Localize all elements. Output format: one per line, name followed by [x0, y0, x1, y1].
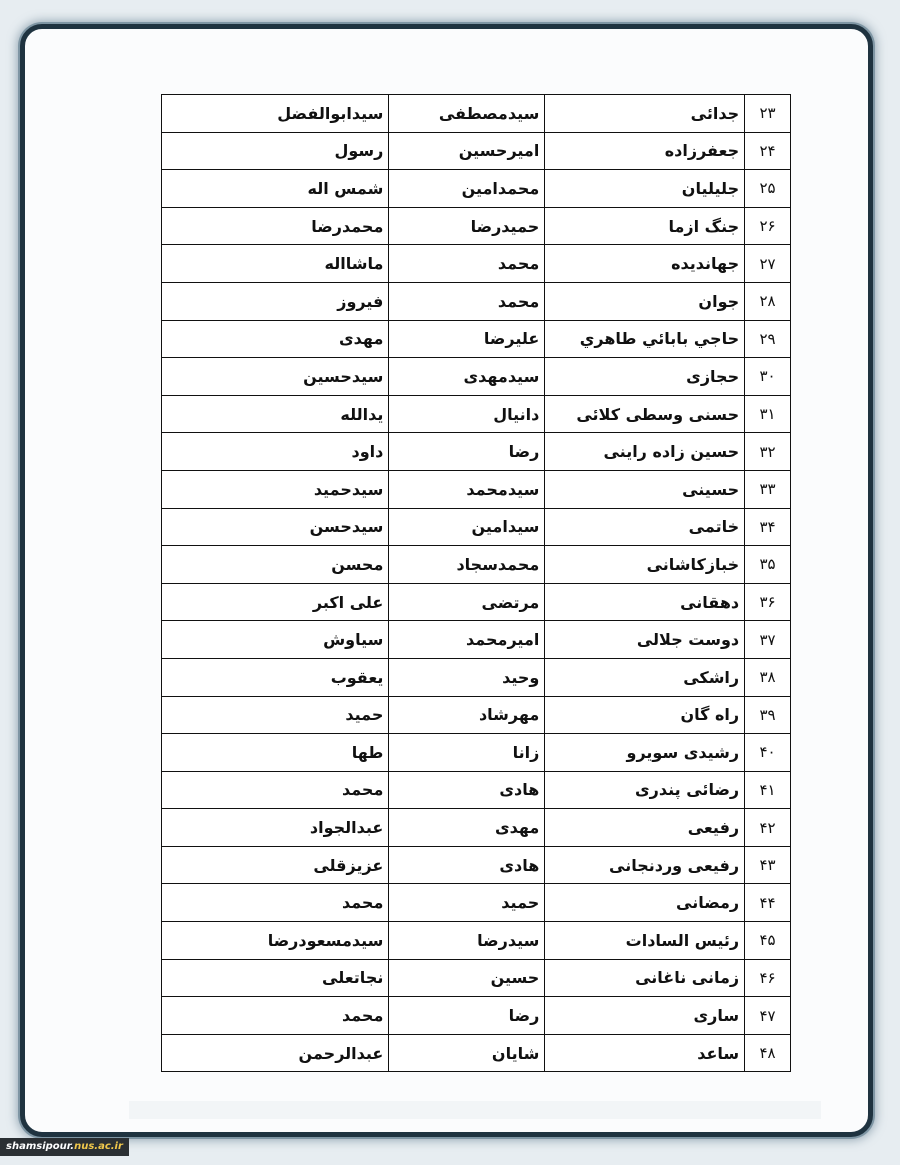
- table-row: [162, 433, 791, 471]
- first-name-cell: دانیال: [389, 395, 545, 433]
- last-name-cell: حاجي بابائي طاهري: [545, 320, 745, 358]
- row-number: ۴۷: [745, 997, 791, 1035]
- father-name-cell: سیدمسعودرضا: [162, 922, 389, 960]
- father-name-cell: سیدحسن: [162, 508, 389, 546]
- first-name-cell: محمدامین: [389, 170, 545, 208]
- table-row: [162, 884, 791, 922]
- row-number: ۳۱: [745, 395, 791, 433]
- first-name-cell: سیدمهدی: [389, 358, 545, 396]
- name-list-table: [161, 94, 791, 1072]
- table-row: [162, 922, 791, 960]
- first-name-cell: امیرحسین: [389, 132, 545, 170]
- row-number: ۴۲: [745, 809, 791, 847]
- first-name-cell: حسین: [389, 959, 545, 997]
- table-row: [162, 997, 791, 1035]
- father-name-cell: داود: [162, 433, 389, 471]
- table-row: [162, 583, 791, 621]
- father-name-cell: محمد: [162, 884, 389, 922]
- table-row: [162, 395, 791, 433]
- father-name-cell: محمدرضا: [162, 207, 389, 245]
- site-watermark: [0, 1138, 129, 1156]
- first-name-cell: محمد: [389, 282, 545, 320]
- row-number: ۳۳: [745, 470, 791, 508]
- father-name-cell: ماشااله: [162, 245, 389, 283]
- father-name-cell: محمد: [162, 997, 389, 1035]
- table-row: [162, 282, 791, 320]
- last-name-cell: ساری: [545, 997, 745, 1035]
- father-name-cell: سیدحسین: [162, 358, 389, 396]
- last-name-cell: حجازی: [545, 358, 745, 396]
- last-name-cell: رمضانی: [545, 884, 745, 922]
- table-row: [162, 959, 791, 997]
- father-name-cell: علی اکبر: [162, 583, 389, 621]
- first-name-cell: رضا: [389, 997, 545, 1035]
- row-number: ۳۹: [745, 696, 791, 734]
- table-row: [162, 846, 791, 884]
- father-name-cell: حمید: [162, 696, 389, 734]
- row-number: ۲۴: [745, 132, 791, 170]
- row-number: ۴۴: [745, 884, 791, 922]
- father-name-cell: عبدالرحمن: [162, 1034, 389, 1072]
- father-name-cell: رسول: [162, 132, 389, 170]
- last-name-cell: رشیدی سویرو: [545, 734, 745, 772]
- last-name-cell: رئیس السادات: [545, 922, 745, 960]
- last-name-cell: دهقانی: [545, 583, 745, 621]
- first-name-cell: هادی: [389, 846, 545, 884]
- table-row: [162, 546, 791, 584]
- last-name-cell: جنگ ازما: [545, 207, 745, 245]
- father-name-cell: سیاوش: [162, 621, 389, 659]
- row-number: ۲۹: [745, 320, 791, 358]
- table-row: [162, 95, 791, 133]
- row-number: ۳۶: [745, 583, 791, 621]
- father-name-cell: سیدحمید: [162, 470, 389, 508]
- table-row: [162, 470, 791, 508]
- table-body: [162, 95, 791, 1072]
- first-name-cell: علیرضا: [389, 320, 545, 358]
- table-row: [162, 1034, 791, 1072]
- row-number: ۳۰: [745, 358, 791, 396]
- first-name-cell: رضا: [389, 433, 545, 471]
- row-number: ۳۷: [745, 621, 791, 659]
- row-number: ۲۳: [745, 95, 791, 133]
- bottom-strip: [129, 1101, 821, 1119]
- last-name-cell: راشکی: [545, 658, 745, 696]
- names-table: [161, 94, 791, 1072]
- last-name-cell: جعفرزاده: [545, 132, 745, 170]
- last-name-cell: جوان: [545, 282, 745, 320]
- row-number: ۲۸: [745, 282, 791, 320]
- table-row: [162, 207, 791, 245]
- last-name-cell: حسینی: [545, 470, 745, 508]
- row-number: ۴۰: [745, 734, 791, 772]
- first-name-cell: زانا: [389, 734, 545, 772]
- father-name-cell: سیدابوالفضل: [162, 95, 389, 133]
- row-number: ۲۷: [745, 245, 791, 283]
- watermark-domain: nus.ac.ir: [74, 1141, 123, 1152]
- table-row: [162, 696, 791, 734]
- watermark-prefix: shamsipour.: [6, 1141, 75, 1152]
- first-name-cell: سیدمحمد: [389, 470, 545, 508]
- father-name-cell: نجاتعلی: [162, 959, 389, 997]
- row-number: ۳۴: [745, 508, 791, 546]
- row-number: ۲۵: [745, 170, 791, 208]
- last-name-cell: رفیعی: [545, 809, 745, 847]
- father-name-cell: یدالله: [162, 395, 389, 433]
- last-name-cell: جدائی: [545, 95, 745, 133]
- table-row: [162, 734, 791, 772]
- table-row: [162, 508, 791, 546]
- document-frame: [20, 24, 873, 1137]
- last-name-cell: خبازکاشانی: [545, 546, 745, 584]
- table-row: [162, 132, 791, 170]
- row-number: ۴۵: [745, 922, 791, 960]
- first-name-cell: مهرشاد: [389, 696, 545, 734]
- row-number: ۲۶: [745, 207, 791, 245]
- first-name-cell: سیدمصطفی: [389, 95, 545, 133]
- table-row: [162, 658, 791, 696]
- first-name-cell: سیدامین: [389, 508, 545, 546]
- row-number: ۴۱: [745, 771, 791, 809]
- table-row: [162, 245, 791, 283]
- father-name-cell: یعقوب: [162, 658, 389, 696]
- row-number: ۳۵: [745, 546, 791, 584]
- last-name-cell: رفیعی وردنجانی: [545, 846, 745, 884]
- first-name-cell: محمدسجاد: [389, 546, 545, 584]
- table-row: [162, 771, 791, 809]
- first-name-cell: محمد: [389, 245, 545, 283]
- table-row: [162, 621, 791, 659]
- father-name-cell: طها: [162, 734, 389, 772]
- last-name-cell: جهاندیده: [545, 245, 745, 283]
- first-name-cell: مهدی: [389, 809, 545, 847]
- first-name-cell: امیرمحمد: [389, 621, 545, 659]
- last-name-cell: راه گان: [545, 696, 745, 734]
- father-name-cell: محسن: [162, 546, 389, 584]
- table-row: [162, 320, 791, 358]
- first-name-cell: حمیدرضا: [389, 207, 545, 245]
- row-number: ۴۸: [745, 1034, 791, 1072]
- row-number: ۳۲: [745, 433, 791, 471]
- last-name-cell: حسین زاده راینی: [545, 433, 745, 471]
- table-row: [162, 809, 791, 847]
- row-number: ۴۳: [745, 846, 791, 884]
- father-name-cell: عبدالجواد: [162, 809, 389, 847]
- row-number: ۳۸: [745, 658, 791, 696]
- last-name-cell: حسنی وسطی کلائی: [545, 395, 745, 433]
- row-number: ۴۶: [745, 959, 791, 997]
- first-name-cell: حمید: [389, 884, 545, 922]
- father-name-cell: مهدی: [162, 320, 389, 358]
- first-name-cell: مرتضی: [389, 583, 545, 621]
- last-name-cell: رضائی پندری: [545, 771, 745, 809]
- last-name-cell: دوست جلالی: [545, 621, 745, 659]
- last-name-cell: زمانی ناغانی: [545, 959, 745, 997]
- table-row: [162, 170, 791, 208]
- last-name-cell: جلیلیان: [545, 170, 745, 208]
- last-name-cell: ساعد: [545, 1034, 745, 1072]
- father-name-cell: شمس اله: [162, 170, 389, 208]
- father-name-cell: فیروز: [162, 282, 389, 320]
- table-row: [162, 358, 791, 396]
- last-name-cell: خاتمی: [545, 508, 745, 546]
- father-name-cell: عزیزقلی: [162, 846, 389, 884]
- first-name-cell: شایان: [389, 1034, 545, 1072]
- first-name-cell: سیدرضا: [389, 922, 545, 960]
- father-name-cell: محمد: [162, 771, 389, 809]
- first-name-cell: وحید: [389, 658, 545, 696]
- first-name-cell: هادی: [389, 771, 545, 809]
